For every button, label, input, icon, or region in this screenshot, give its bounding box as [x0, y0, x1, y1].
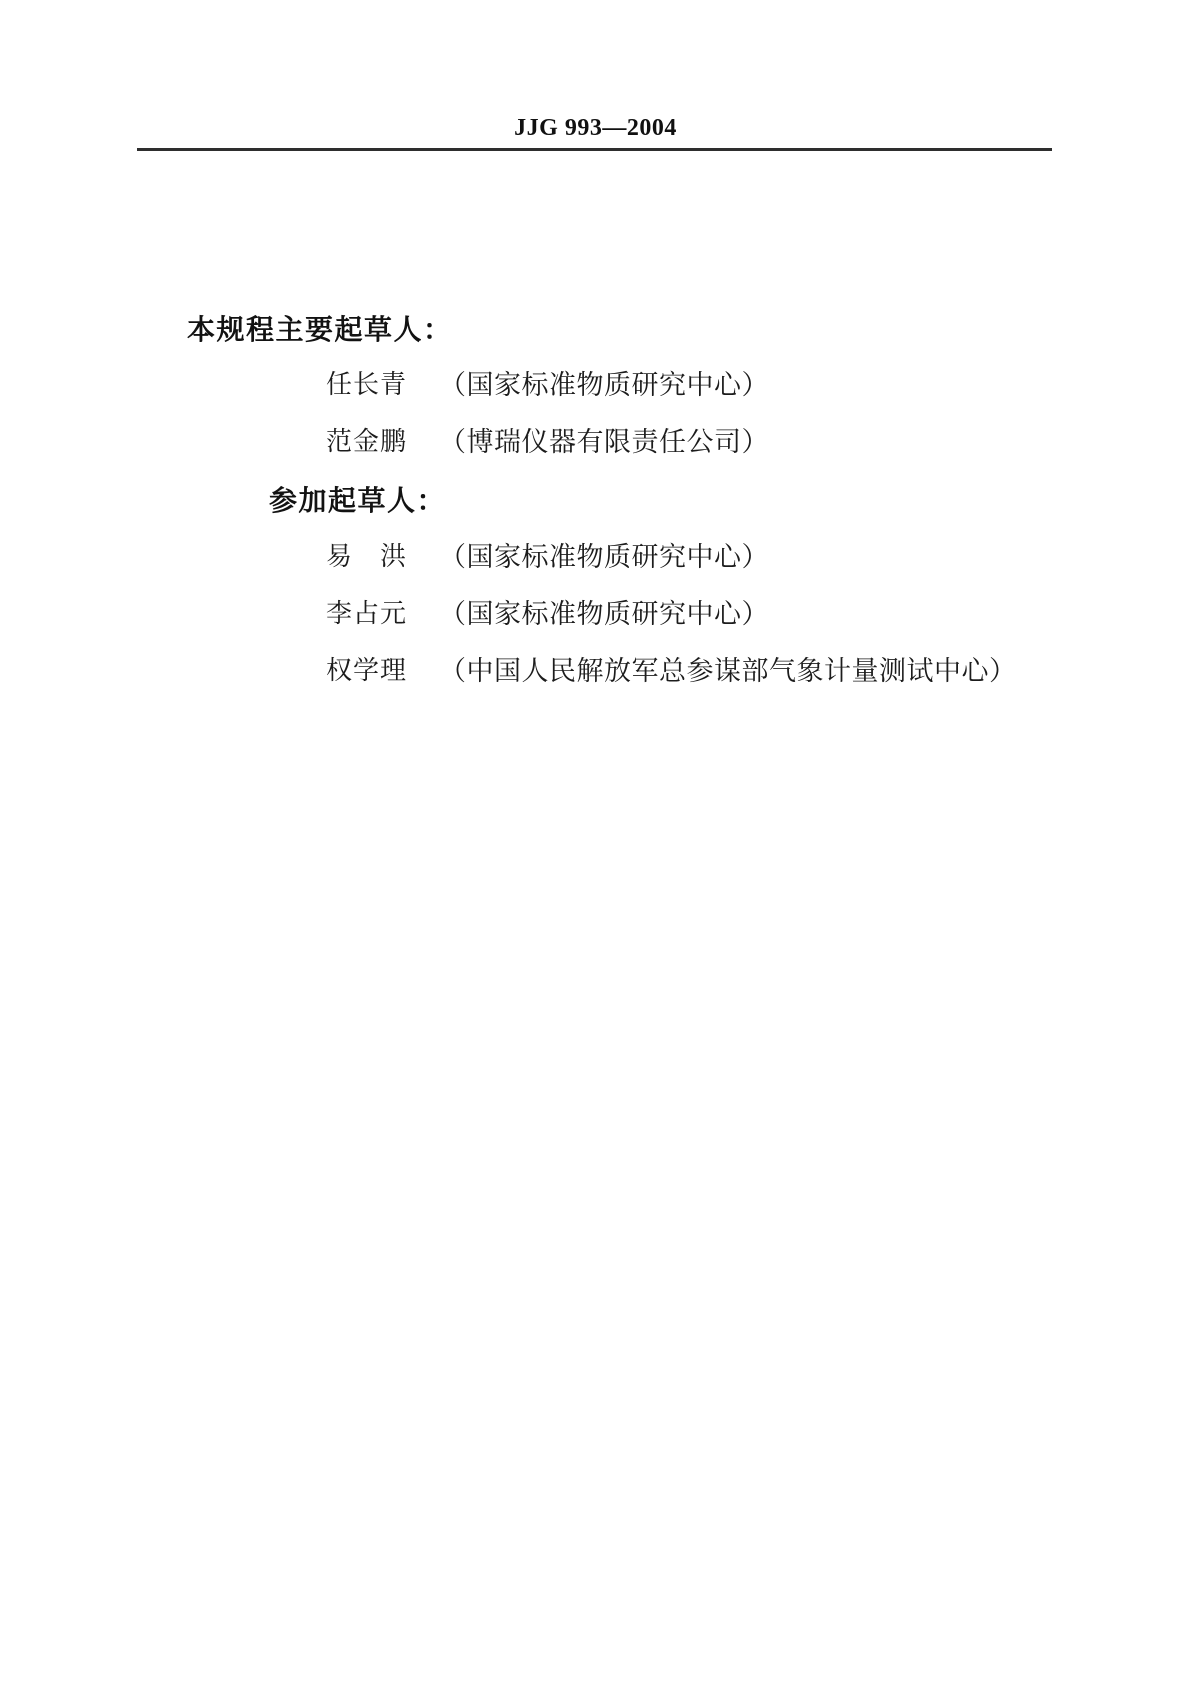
drafter-name: 范金鹏	[326, 427, 408, 456]
drafter-affiliation: （国家标准物质研究中心）	[439, 542, 769, 572]
drafter-row	[326, 601, 769, 628]
header-divider	[137, 148, 1052, 151]
doc-number-header: JJG 993—2004	[514, 115, 677, 141]
drafter-name: 任长青	[326, 370, 408, 399]
drafter-name: 易 洪	[326, 542, 408, 571]
participating-drafters-label: 参加起草人：	[269, 485, 447, 516]
drafter-affiliation: （中国人民解放军总参谋部气象计量测试中心）	[439, 656, 1017, 686]
drafter-name: 李占元	[326, 599, 408, 628]
drafter-row	[326, 658, 1017, 685]
drafter-affiliation: （国家标准物质研究中心）	[439, 599, 769, 629]
drafter-row	[326, 544, 769, 571]
drafter-affiliation: （国家标准物质研究中心）	[439, 370, 769, 400]
drafter-name: 权学理	[326, 656, 408, 685]
drafter-row	[326, 372, 769, 399]
main-drafters-label: 本规程主要起草人：	[187, 314, 453, 345]
drafter-row	[326, 429, 769, 456]
drafter-affiliation: （博瑞仪器有限责任公司）	[439, 427, 769, 457]
